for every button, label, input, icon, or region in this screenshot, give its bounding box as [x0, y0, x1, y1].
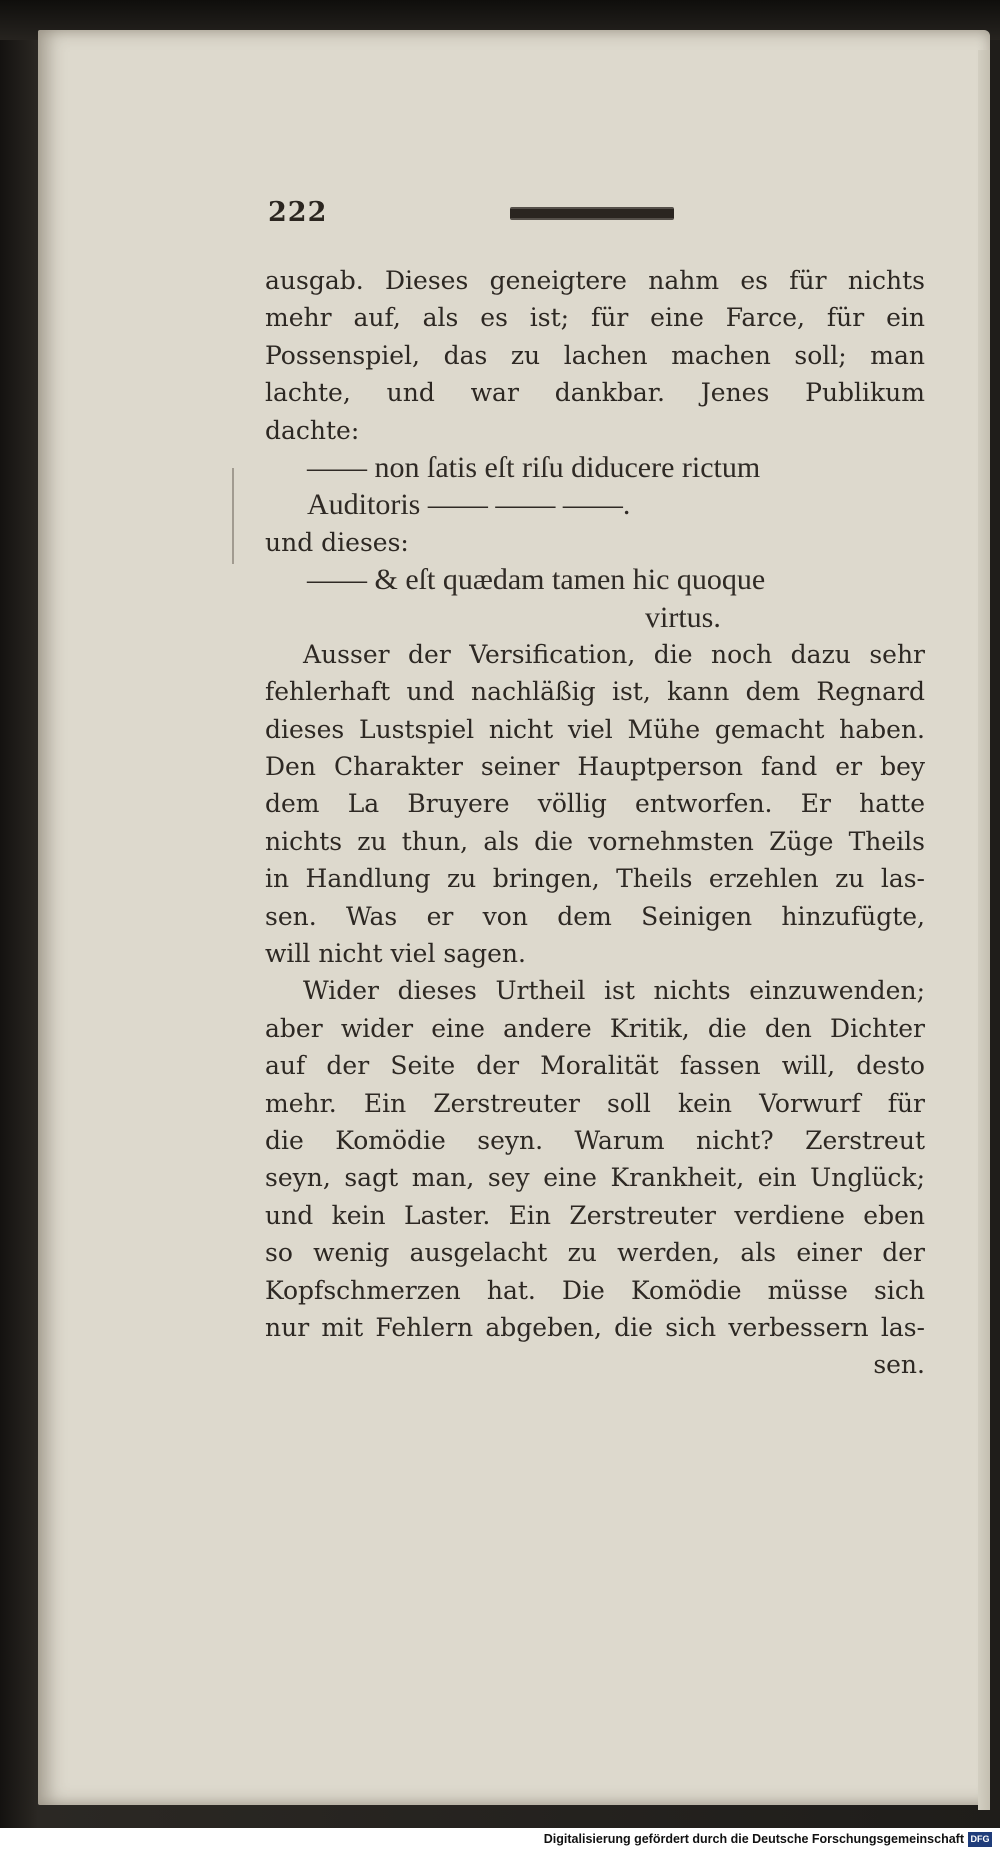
ornamental-rule: [510, 207, 674, 220]
text-line: mehr auf, als es ist; für eine Farce, für ein: [265, 303, 925, 333]
body-text: [265, 262, 925, 1384]
text-line: Kopfschmerzen hat. Die Komödie müsse sich: [265, 1275, 925, 1305]
text-line: dieses Lustspiel nicht viel Mühe gemacht haben.: [265, 714, 925, 744]
paragraph-start: Wider dieses Urtheil ist nichts einzuwenden;: [303, 976, 925, 1006]
page-number: 222: [268, 197, 328, 228]
funding-credit: Digitalisierung gefördert durch die Deutsche Forschungsgemeinschaft: [543, 1832, 964, 1846]
text-line: dem La Bruyere völlig entworfen. Er hatte: [265, 789, 925, 819]
dfg-logo: DFG: [968, 1832, 992, 1847]
text-line: ausgab. Dieses geneigtere nahm es für nichts: [265, 266, 925, 295]
text-line: auf der Seite der Moralität fassen will, desto: [265, 1051, 925, 1081]
text-line: fehlerhaft und nachläßig ist, kann dem Regnard: [265, 677, 925, 707]
text-line: nur mit Fehlern abgeben, die sich verbessern las-: [265, 1312, 925, 1342]
text-line: Possenspiel, das zu lachen machen soll; man: [265, 340, 925, 370]
text-line: die Komödie seyn. Warum nicht? Zerstreut: [265, 1125, 925, 1155]
page-edge: [978, 50, 990, 1810]
text-line: dachte:: [265, 415, 360, 445]
text-line: Den Charakter seiner Hauptperson fand er bey: [265, 752, 925, 782]
text-line: nichts zu thun, als die vornehmsten Züge Theils: [265, 826, 925, 856]
text-line: sen. Was er von dem Seinigen hinzufügte,: [265, 901, 925, 931]
text-line: seyn, sagt man, sey eine Krankheit, ein Unglück;: [265, 1163, 925, 1193]
text-line: in Handlung zu bringen, Theils erzehlen zu las-: [265, 864, 925, 894]
latin-quote-line: —— & eſt quædam tamen hic quoque: [307, 563, 766, 597]
text-line: und dieses:: [265, 527, 409, 557]
paragraph-start: Ausser der Versification, die noch dazu sehr: [303, 639, 925, 669]
running-head: [268, 197, 688, 237]
text-line: lachte, und war dankbar. Jenes Publikum: [265, 378, 925, 408]
text-line: so wenig ausgelacht zu werden, als einer der: [265, 1238, 925, 1268]
catchword: sen.: [873, 1350, 925, 1380]
latin-quote-line: virtus.: [645, 600, 721, 634]
text-line: mehr. Ein Zerstreuter soll kein Vorwurf für: [265, 1088, 925, 1118]
text-line: will nicht viel sagen.: [265, 939, 526, 969]
text-line: aber wider eine andere Kritik, die den Dichter: [265, 1013, 925, 1043]
text-line: und kein Laster. Ein Zerstreuter verdiene eben: [265, 1200, 925, 1230]
margin-pencil-mark: [232, 468, 234, 564]
latin-quote-line: Auditoris —— —— ——.: [307, 488, 631, 522]
latin-quote-line: —— non ſatis eſt riſu diducere rictum: [307, 450, 761, 484]
digitization-footer: [0, 1828, 1000, 1853]
